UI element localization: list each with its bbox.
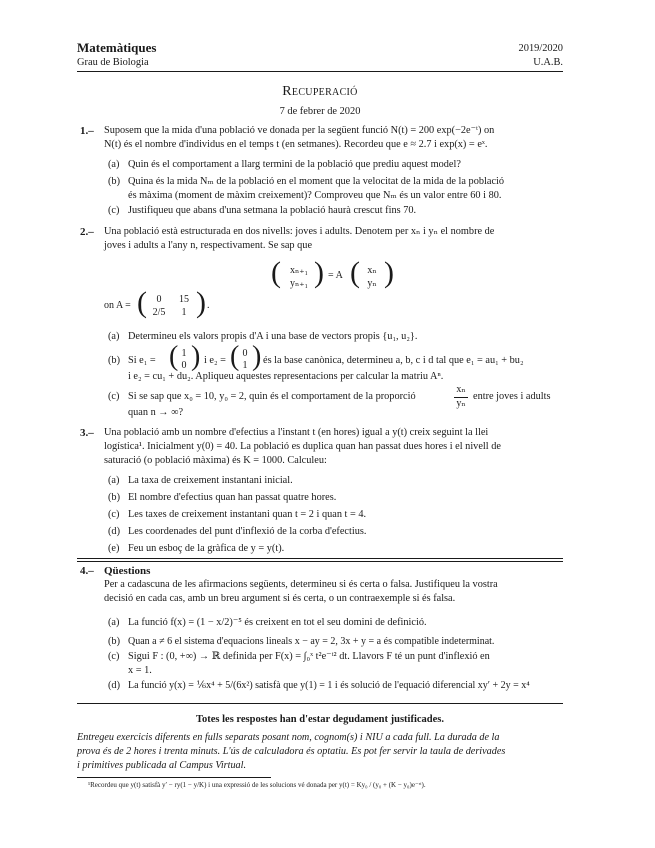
instructions-line-1: Entregeu exercicis diferents en fulls separats posant nom, cognom(s) i NIU a cada full. La durada de la [77,732,500,743]
problem-2c-post: entre joves i adults [473,391,551,402]
footer-rule [77,703,563,704]
right-paren: ) [314,256,324,289]
problem-3a-label: (a) [108,475,120,486]
problem-4-number: 4.– [80,565,94,577]
eq-y: yₙ [367,278,377,289]
left-paren: ( [271,256,281,289]
problem-1c-label: (c) [108,205,120,216]
e2-bottom: 1 [242,360,248,371]
problem-2a-text: Determineu els valors propis d'A i una base de vectors propis {u₁, u₂}. [128,331,418,342]
header-rule [77,71,563,72]
instructions-line-3: i primitives publicada al Campus Virtual. [77,760,247,771]
problem-1a-label: (a) [108,159,120,170]
problem-2-number: 2.– [80,226,94,238]
problem-2c-label: (c) [108,391,120,402]
left-paren: ( [230,341,240,372]
problem-3-intro-line-1: Una població amb un nombre d'efectius a l'instant t (en hores) igual a y(t) creix seguint la llei [104,427,489,438]
problem-4a-label: (a) [108,617,120,628]
eq-equals-a: = A [328,270,343,281]
problem-4c-label: (c) [108,651,120,662]
fraction-denominator: yₙ [456,398,466,409]
problem-1b-label: (b) [108,176,121,187]
university-label: U.A.B. [533,57,563,68]
left-paren: ( [350,256,360,289]
problem-3c-text: Les taxes de creixement instantani quan t = 2 i quan t = 4. [128,509,367,520]
problem-3e-label: (e) [108,543,120,554]
problem-3-intro-line-2: logística¹. Inicialment y(0) = 40. La població es duplica quan han passat dues hores i el nivell de [104,441,501,452]
problem-4d-label: (d) [108,680,121,691]
academic-year: 2019/2020 [518,43,563,54]
problem-1-number: 1.– [80,125,94,137]
problem-2c-pre: Si se sap que x₀ = 10, y₀ = 2, quin és el comportament de la proporció [128,391,416,402]
problem-1-intro-line-1: Suposem que la mida d'una població ve donada per la següent funció N(t) = 200 exp(−2e⁻ᵗ) on [104,125,495,136]
eq-x-next: xₙ₊₁ [289,265,309,276]
problem-2b-line-2: i e₂ = cu₁ + du₂. Apliqueu aquestes representacions per calcular la matriu Aⁿ. [128,371,444,382]
problem-2-intro-line-2: joves i adults a l'any n, respectivament. Se sap que [104,240,313,251]
problem-3c-label: (c) [108,509,120,520]
problem-1-intro-line-2: N(t) és el nombre d'individus en el temps t (en setmanes). Recordeu que e ≈ 2.7 i exp(x) = eˣ. [104,139,488,150]
problem-4b-text: Quan a ≠ 6 el sistema d'equacions lineals x − ay = 2, 3x + y = a és compatible indeterminat. [128,636,495,647]
e2-top: 0 [242,348,248,359]
problem-2b-post: és la base canònica, determineu a, b, c i d tal que e₁ = au₁ + bu₂ [263,355,524,366]
section-rule-bottom [77,561,563,562]
problem-3b-text: El nombre d'efectius quan han passat quatre hores. [128,492,337,503]
questions-heading: Qüestions [104,565,151,577]
footnote-text: ¹Recordeu que y(t) satisfà y′ − ry(1 − y/K) i una expressió de les solucions vé donada per y(t) = Ky₀ / (y₀ + (K − y₀)e⁻ʳᵗ). [88,781,426,789]
justification-note: Totes les respostes han d'estar degudament justificades. [195,714,445,725]
right-paren: ) [191,341,201,372]
problem-3b-label: (b) [108,492,121,503]
section-rule-top [77,558,563,559]
problem-3e-text: Feu un esboç de la gràfica de y = y(t). [128,543,285,554]
problem-2b-pre: Si e₁ = [128,355,156,366]
problem-2b-mid: i e₂ = [204,355,226,366]
problem-1b-line-1: Quina és la mida Nₘ de la població en el moment que la velocitat de la mida de la població [128,176,505,187]
footnote-rule [77,777,271,778]
problem-1a-text: Quin és el comportament a llarg termini de la població que prediu aquest model? [128,159,461,170]
exam-title: Recuperació [282,84,358,99]
e1-bottom: 0 [181,360,187,371]
problem-4c-line-1: Sigui F : (0, +∞) → ℝ definida per F(x) = ∫₀ˣ t²e⁻ᵗ² dt. Llavors F té un punt d'inflexió en [128,651,490,662]
problem-2c-line-2: quan n → ∞? [128,407,184,418]
eq-y-next: yₙ₊₁ [289,278,309,289]
matrix-a12: 15 [179,294,189,305]
problem-1c-text: Justifiqueu que abans d'una setmana la població haurà crescut fins 70. [128,205,417,216]
fraction-numerator: xₙ [456,384,466,395]
eq-x: xₙ [367,265,377,276]
problem-4b-label: (b) [108,636,121,647]
problem-2-intro-line-1: Una població està estructurada en dos nivells: joves i adults. Denotem per xₙ i yₙ el nombre de [104,226,495,237]
left-paren: ( [137,286,147,319]
problem-4-intro-line-1: Per a cadascuna de les afirmacions següents, determineu si és certa o falsa. Justifiqueu la vostra [104,579,498,590]
subject-title: Matemàtiques [77,40,157,55]
problem-4-intro-line-2: decisió en cada cas, amb un breu argument si és certa, o un contraexemple si és falsa. [104,593,456,604]
problem-3d-text: Les coordenades del punt d'inflexió de la corba d'efectius. [128,526,367,537]
matrix-a22: 1 [181,307,187,318]
right-paren: ) [384,256,394,289]
left-paren: ( [169,341,179,372]
e1-top: 1 [181,348,187,359]
on-a-label: on A = [104,300,131,311]
problem-2b-label: (b) [108,355,121,366]
problem-3a-text: La taxa de creixement instantani inicial. [128,475,293,486]
problem-3d-label: (d) [108,526,121,537]
problem-2a-label: (a) [108,331,120,342]
right-paren: ) [252,341,262,372]
degree-label: Grau de Biologia [77,57,149,68]
problem-4c-line-2: x = 1. [128,665,152,676]
problem-3-intro-line-3: saturació (o població màxima) és K = 1000. Calculeu: [104,455,327,466]
instructions-line-2: prova és de 2 hores i trenta minuts. L'ús de calculadora és optatiu. Es pot fer servir la taula de derivades [77,746,506,757]
period: . [207,300,210,311]
matrix-a21: 2/5 [152,307,166,318]
problem-4a-text: La funció f(x) = (1 − x/2)⁻⁵ és creixent en tot el seu domini de definició. [128,617,427,628]
exam-date: 7 de febrer de 2020 [279,106,361,117]
right-paren: ) [196,286,206,319]
problem-1b-line-2: és màxima (moment de màxim creixement)? Comproveu que Nₘ és un valor entre 60 i 80. [128,190,502,201]
problem-3-number: 3.– [80,427,94,439]
matrix-a11: 0 [156,294,162,305]
problem-4d-text: La funció y(x) = ⅙x⁴ + 5/(6x²) satisfà que y(1) = 1 i és solució de l'equació diferencial xy′ + 2y = x⁴ [128,680,530,691]
